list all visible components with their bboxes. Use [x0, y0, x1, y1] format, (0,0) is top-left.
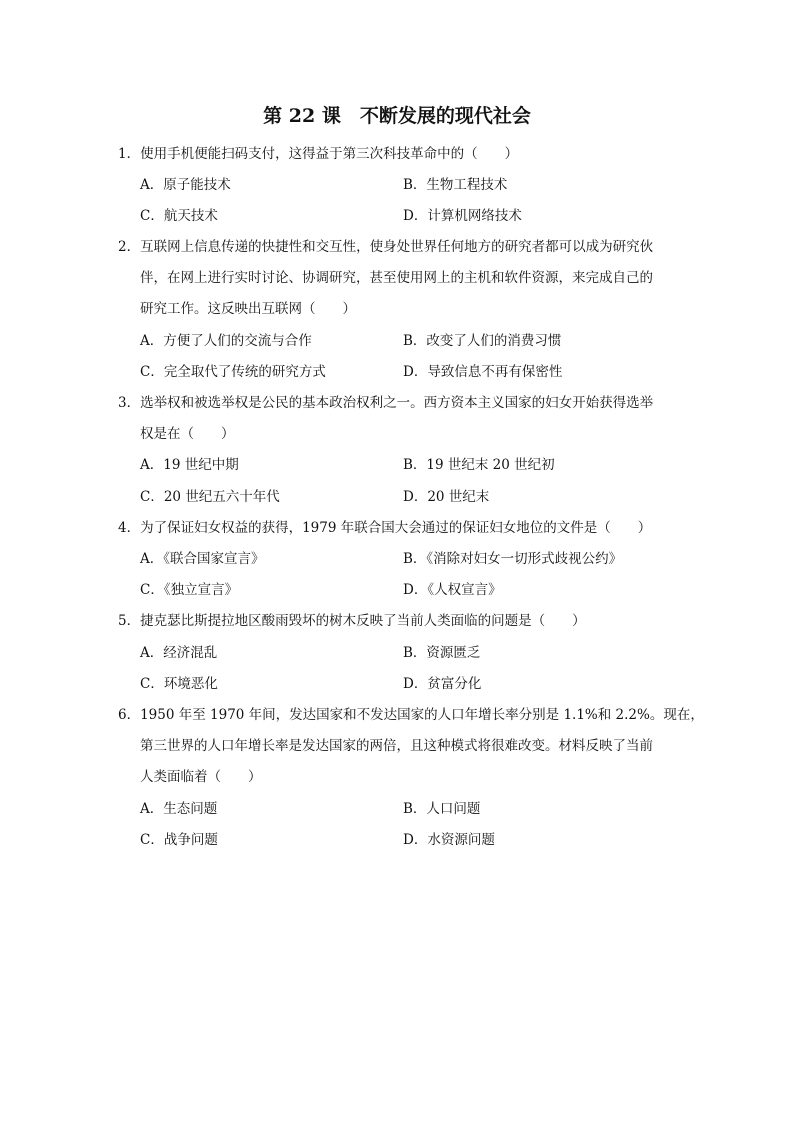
question-5-option-c: C．环境恶化 [140, 676, 218, 692]
question-1-stem: 1．使用手机便能扫码支付，这得益于第三次科技革命中的（ ） [118, 146, 519, 162]
question-6-option-a: A．生态问题 [140, 801, 218, 817]
question-2-stem-cont: 伴，在网上进行实时讨论、协调研究，甚至使用网上的主机和软件资源，来完成自己的 [140, 270, 653, 286]
question-2-stem: 2．互联网上信息传递的快捷性和交互性，使身处世界任何地方的研究者都可以成为研究伙 [118, 239, 654, 255]
question-5-option-d: D．贫富分化 [403, 676, 482, 692]
question-4-option-b: B．《消除对妇女一切形式歧视公约》 [403, 551, 623, 567]
question-2-option-d: D．导致信息不再有保密性 [403, 364, 563, 380]
page-title: 第 22 课 不断发展的现代社会 [263, 105, 531, 127]
question-2-option-c: C．完全取代了传统的研究方式 [140, 364, 326, 380]
question-4-stem: 4．为了保证妇女权益的获得，1979 年联合国大会通过的保证妇女地位的文件是（ ） [118, 520, 652, 536]
question-3-option-c: C．20 世纪五六十年代 [140, 489, 280, 505]
question-6-option-c: C．战争问题 [140, 832, 218, 848]
question-1-option-c: C．航天技术 [140, 208, 218, 224]
question-5-option-a: A．经济混乱 [140, 645, 218, 661]
question-3-stem-cont: 权是在（ ） [140, 426, 235, 442]
question-3-option-b: B．19 世纪末 20 世纪初 [403, 457, 555, 473]
question-3-stem: 3．选举权和被选举权是公民的基本政治权利之一。西方资本主义国家的妇女开始获得选举 [118, 395, 654, 411]
question-1-option-a: A．原子能技术 [140, 177, 231, 193]
question-6-stem-cont: 人类面临着（ ） [140, 769, 262, 785]
question-1-option-d: D．计算机网络技术 [403, 208, 522, 224]
question-2-option-b: B．改变了人们的消费习惯 [403, 333, 562, 349]
question-6-option-b: B．人口问题 [403, 801, 481, 817]
question-5-option-b: B．资源匮乏 [403, 645, 481, 661]
question-6-stem: 6．1950 年至 1970 年间，发达国家和不发达国家的人口年增长率分别是 1.1%和 2.2%。现在， [118, 707, 704, 723]
question-3-option-a: A．19 世纪中期 [140, 457, 239, 473]
question-2-option-a: A．方便了人们的交流与合作 [140, 333, 312, 349]
question-3-option-d: D．20 世纪末 [403, 489, 490, 505]
question-4-option-d: D．《人权宣言》 [403, 582, 502, 598]
question-4-option-a: A．《联合国家宣言》 [140, 551, 265, 567]
question-1-option-b: B．生物工程技术 [403, 177, 508, 193]
question-6-stem-cont: 第三世界的人口年增长率是发达国家的两倍，且这种模式将很难改变。材料反映了当前 [140, 738, 653, 754]
question-4-option-c: C．《独立宣言》 [140, 582, 239, 598]
question-5-stem: 5．捷克瑟比斯提拉地区酸雨毁坏的树木反映了当前人类面临的问题是（ ） [118, 613, 586, 629]
question-2-stem-cont: 研究工作。这反映出互联网（ ） [140, 301, 356, 317]
question-6-option-d: D．水资源问题 [403, 832, 495, 848]
